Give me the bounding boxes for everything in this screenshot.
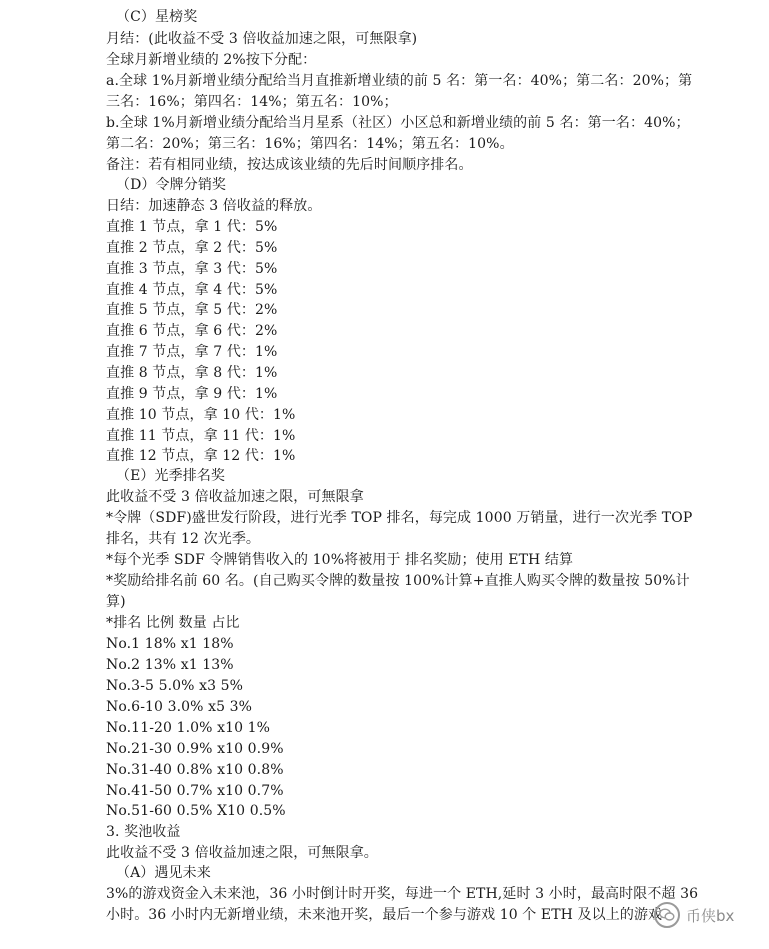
- ranking-row: No.6-10 3.0% x5 3%: [106, 699, 253, 715]
- watermark: [654, 902, 734, 928]
- text-line: 排名，共有 12 次光季。: [106, 531, 261, 547]
- text-line: 三名：16%；第四名：14%；第五名：10%；: [106, 94, 398, 110]
- ranking-table-header: *排名 比例 数量 占比: [106, 615, 240, 631]
- text-line: *每个光季 SDF 令牌销售收入的 10%将被用于 排名奖励；使用 ETH 结算: [106, 552, 574, 568]
- list-item: 直推 6 节点，拿 6 代：2%: [106, 323, 278, 339]
- wechat-logo-icon: [654, 902, 680, 928]
- list-item: 直推 2 节点，拿 2 代：5%: [106, 240, 278, 256]
- ranking-row: No.3-5 5.0% x3 5%: [106, 678, 244, 694]
- section-heading-3: 3. 奖池收益: [106, 824, 181, 840]
- ranking-row: No.51-60 0.5% X10 0.5%: [106, 803, 286, 819]
- list-item: 直推 11 节点，拿 11 代：1%: [106, 428, 296, 444]
- text-line: 此收益不受 3 倍收益加速之限，可無限拿。: [106, 845, 378, 861]
- section-heading-e: （E）光季排名奖: [116, 468, 226, 484]
- text-line: 算): [106, 594, 126, 610]
- list-item: 直推 1 节点，拿 1 代：5%: [106, 219, 278, 235]
- text-line: 全球月新增业绩的 2%按下分配：: [106, 52, 317, 68]
- list-item: 直推 5 节点，拿 5 代：2%: [106, 302, 278, 318]
- list-item: 直推 3 节点，拿 3 代：5%: [106, 261, 278, 277]
- section-heading-a: （A）遇见未来: [116, 865, 211, 881]
- text-line: 日结：加速静态 3 倍收益的释放。: [106, 198, 322, 214]
- ranking-row: No.21-30 0.9% x10 0.9%: [106, 741, 284, 757]
- text-line: *奖励给排名前 60 名。(自己购买令牌的数量按 100%计算+直推人购买令牌的数量按 50%计: [106, 573, 690, 589]
- list-item: 直推 7 节点，拿 7 代：1%: [106, 344, 278, 360]
- ranking-row: No.1 18% x1 18%: [106, 636, 234, 652]
- list-item: 直推 12 节点，拿 12 代：1%: [106, 448, 296, 464]
- section-heading-d: （D）令牌分销奖: [116, 177, 227, 193]
- watermark-text: 币侠bx: [686, 906, 735, 925]
- text-line: *令牌（SDF)盛世发行阶段，进行光季 TOP 排名，每完成 1000 万销量，进行一次光季 TOP: [106, 510, 693, 526]
- list-item: 直推 10 节点，拿 10 代：1%: [106, 407, 296, 423]
- section-heading-c: （C）星榜奖: [116, 9, 198, 25]
- text-line: 第二名：20%；第三名：16%；第四名：14%；第五名：10%。: [106, 136, 514, 152]
- list-item: 直推 8 节点，拿 8 代：1%: [106, 365, 278, 381]
- ranking-row: No.11-20 1.0% x10 1%: [106, 720, 271, 736]
- ranking-row: No.41-50 0.7% x10 0.7%: [106, 783, 284, 799]
- text-line: 此收益不受 3 倍收益加速之限，可無限拿: [106, 489, 364, 505]
- list-item: 直推 4 节点，拿 4 代：5%: [106, 282, 278, 298]
- text-line: 月结：(此收益不受 3 倍收益加速之限，可無限拿): [106, 31, 418, 47]
- text-line: a.全球 1%月新增业绩分配给当月直推新增业绩的前 5 名：第一名：40%；第二名：20%；第: [106, 73, 693, 89]
- text-line: 3%的游戏资金入未来池，36 小时倒计时开奖，每进一个 ETH,延时 3 小时，最高时限不超 36: [106, 886, 699, 902]
- list-item: 直推 9 节点，拿 9 代：1%: [106, 386, 278, 402]
- ranking-row: No.2 13% x1 13%: [106, 657, 234, 673]
- text-line: b.全球 1%月新增业绩分配给当月星系（社区）小区总和新增业绩的前 5 名：第一名：40%；: [106, 115, 690, 131]
- text-line: 备注：若有相同业绩，按达成该业绩的先后时间顺序排名。: [106, 157, 473, 173]
- ranking-row: No.31-40 0.8% x10 0.8%: [106, 762, 284, 778]
- text-line: 小时。36 小时内无新增业绩，未来池开奖，最后一个参与游戏 10 个 ETH 及以上的游戏: [106, 907, 663, 923]
